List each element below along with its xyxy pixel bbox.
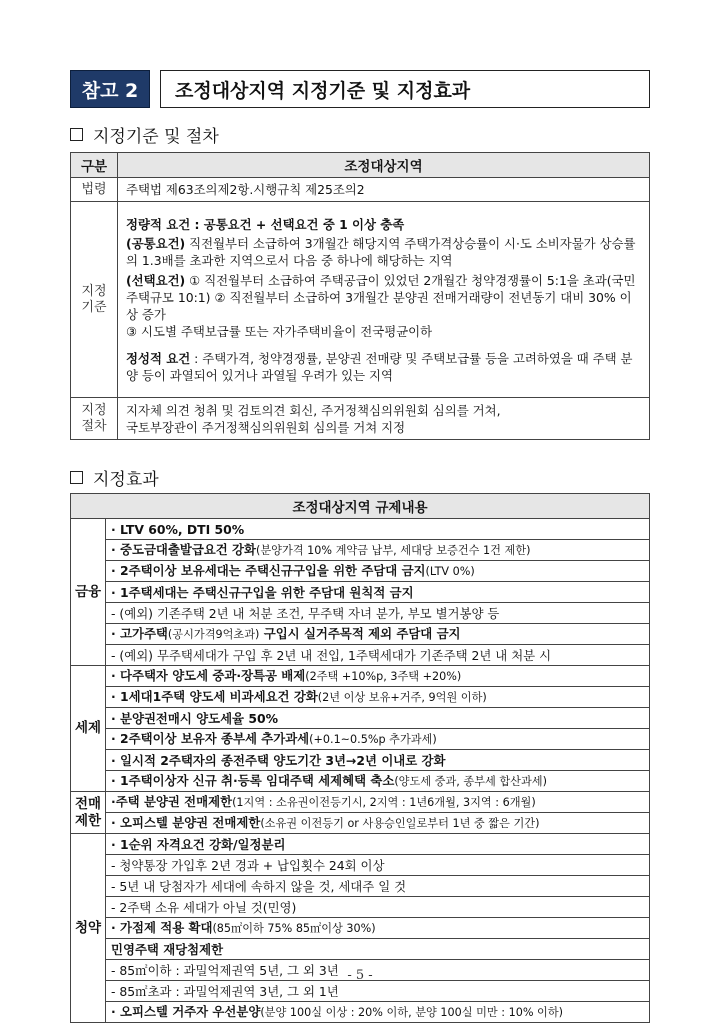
table-row — [71, 645, 650, 666]
quant-title: 정량적 요건 : 공통요건 + 선택요건 중 1 이상 충족 — [126, 216, 405, 232]
page-number: - 5 - — [347, 968, 373, 983]
regulation-item: ·주택 분양권 전매제한(1지역 : 소유권이전등기시, 2지역 : 1년6개월, 3지역 : 6개월) — [106, 792, 650, 813]
row-label-law: 법령 — [71, 178, 118, 202]
procedure-line: 국토부장관이 주거정책심의위원회 심의를 거쳐 지정 — [126, 419, 406, 435]
regulation-item: · 1순위 자격요건 강화/일정분리 — [106, 834, 650, 855]
table-row — [71, 540, 650, 561]
regulation-item: · 1세대1주택 양도세 비과세요건 강화(2년 이상 보유+거주, 9억원 이하) — [106, 687, 650, 708]
qual-requirement: 정성적 요건 : 주택가격, 청약경쟁률, 분양권 전매량 및 주택보급률 등을 고려하였을 때 주택 분양 등이 과열되어 있거나 과열될 우려가 있는 지역 — [126, 350, 633, 383]
table-row — [71, 750, 650, 771]
regulation-item: · 1주택세대는 주택신규구입을 위한 주담대 원칙적 금지 — [106, 582, 650, 603]
regulation-item: - 85㎡초과 : 과밀억제권역 3년, 그 외 1년 — [106, 981, 650, 1002]
regulation-item: · 다주택자 양도세 중과·장특공 배제(2주택 +10%p, 3주택 +20%) — [106, 666, 650, 687]
regulation-item: - 2주택 소유 세대가 아닐 것(민영) — [106, 897, 650, 918]
section-title: 지정기준 및 절차 — [93, 127, 219, 147]
criteria-table — [70, 152, 650, 440]
regulation-item: - (예외) 무주택세대가 구입 후 2년 내 전입, 1주택세대가 기존주택 2년 내 처분 시 — [106, 645, 650, 666]
row-label-procedure: 지정 절차 — [71, 398, 118, 440]
table-row — [71, 561, 650, 582]
table-row — [71, 708, 650, 729]
regulation-item: · 고가주택(공시가격9억초과) 구입시 실거주목적 제외 주담대 금지 — [106, 624, 650, 645]
group-label: 전매 제한 — [71, 792, 106, 834]
effects-header: 조정대상지역 규제내용 — [71, 494, 650, 519]
regulation-item: · 일시적 2주택자의 종전주택 양도기간 3년→2년 이내로 강화 — [106, 750, 650, 771]
table-row — [71, 876, 650, 897]
procedure-cell — [118, 398, 650, 440]
regulation-item: - (예외) 기존주택 2년 내 처분 조건, 무주택 자녀 분가, 부모 별거봉양 등 — [106, 603, 650, 624]
section-title: 지정효과 — [93, 470, 159, 490]
group-label: 금융 — [71, 519, 106, 666]
table-row — [71, 834, 650, 855]
page-title: 조정대상지역 지정기준 및 지정효과 — [160, 70, 650, 108]
regulation-item: · 2주택이상 보유세대는 주택신규구입을 위한 주담대 금지(LTV 0%) — [106, 561, 650, 582]
law-text: 주택법 제63조의제2항.시행규칙 제25조의2 — [118, 178, 650, 202]
section-tag: 참고 2 — [70, 70, 150, 108]
table-row — [71, 771, 650, 792]
select-requirement: (선택요건) ① 직전월부터 소급하여 주택공급이 있었던 2개월간 청약경쟁률이 5:1을 초과(국민주택규모 10:1) ② 직전월부터 소급하여 3개월간 분양권 전매거래량이 전년동기 대비 30% 이상 증가 — [126, 272, 636, 322]
regulation-item: · 2주택이상 보유자 종부세 추가과세(+0.1~0.5%p 추가과세) — [106, 729, 650, 750]
table-row — [71, 582, 650, 603]
common-requirement: (공통요건) 직전월부터 소급하여 3개월간 해당지역 주택가격상승률이 시·도 소비자물가 상승률의 1.3배를 초과한 지역으로서 다음 중 하나에 해당하는 지역 — [126, 235, 636, 268]
table-row — [71, 981, 650, 1002]
regulation-item: · 오피스텔 분양권 전매제한(소유권 이전등기 or 사용승인일로부터 1년 중 짧은 기간) — [106, 813, 650, 834]
col-header: 구분 — [71, 153, 118, 178]
effects-table — [70, 493, 650, 1023]
regulation-item: 민영주택 재당첨제한 — [106, 939, 650, 960]
table-row — [71, 687, 650, 708]
regulation-item: - 청약통장 가입후 2년 경과 + 납입횟수 24회 이상 — [106, 855, 650, 876]
table-row — [71, 855, 650, 876]
checkbox-square-icon — [70, 471, 83, 484]
regulation-item: · 오피스텔 거주자 우선분양(분양 100실 이상 : 20% 이하, 분양 100실 미만 : 10% 이하) — [106, 1002, 650, 1023]
table-row — [71, 666, 650, 687]
group-label: 청약 — [71, 834, 106, 1023]
regulation-item: - 5년 내 당첨자가 세대에 속하지 않을 것, 세대주 일 것 — [106, 876, 650, 897]
regulation-item: · LTV 60%, DTI 50% — [106, 519, 650, 540]
table-row — [71, 918, 650, 939]
table-row — [71, 519, 650, 540]
regulation-item: · 분양권전매시 양도세율 50% — [106, 708, 650, 729]
section-heading-effects — [70, 465, 159, 490]
group-label: 세제 — [71, 666, 106, 792]
table-row — [71, 897, 650, 918]
col-header: 조정대상지역 — [118, 153, 650, 178]
table-row — [71, 813, 650, 834]
table-row — [71, 792, 650, 813]
table-row — [71, 624, 650, 645]
regulation-item: · 중도금대출발급요건 강화(분양가격 10% 계약금 납부, 세대당 보증건수 1건 제한) — [106, 540, 650, 561]
table-row — [71, 939, 650, 960]
table-row — [71, 603, 650, 624]
regulation-item: - 85㎡이하 : 과밀억제권역 5년, 그 외 3년 — [106, 960, 650, 981]
regulation-item: · 가점제 적용 확대(85㎡이하 75% 85㎡이상 30%) — [106, 918, 650, 939]
table-row — [71, 729, 650, 750]
row-label-criteria: 지정 기준 — [71, 202, 118, 398]
regulation-item: · 1주택이상자 신규 취·등록 임대주택 세제혜택 축소(양도세 중과, 종부세 합산과세) — [106, 771, 650, 792]
procedure-line: 지자체 의견 청취 및 검토의견 회신, 주거정책심의위원회 심의를 거쳐, — [126, 402, 501, 418]
criteria-cell — [118, 202, 650, 398]
table-row — [71, 1002, 650, 1023]
section-heading-criteria — [70, 122, 219, 147]
checkbox-square-icon — [70, 128, 83, 141]
select-requirement-3: ③ 시도별 주택보급률 또는 자가주택비율이 전국평균이하 — [126, 323, 433, 339]
